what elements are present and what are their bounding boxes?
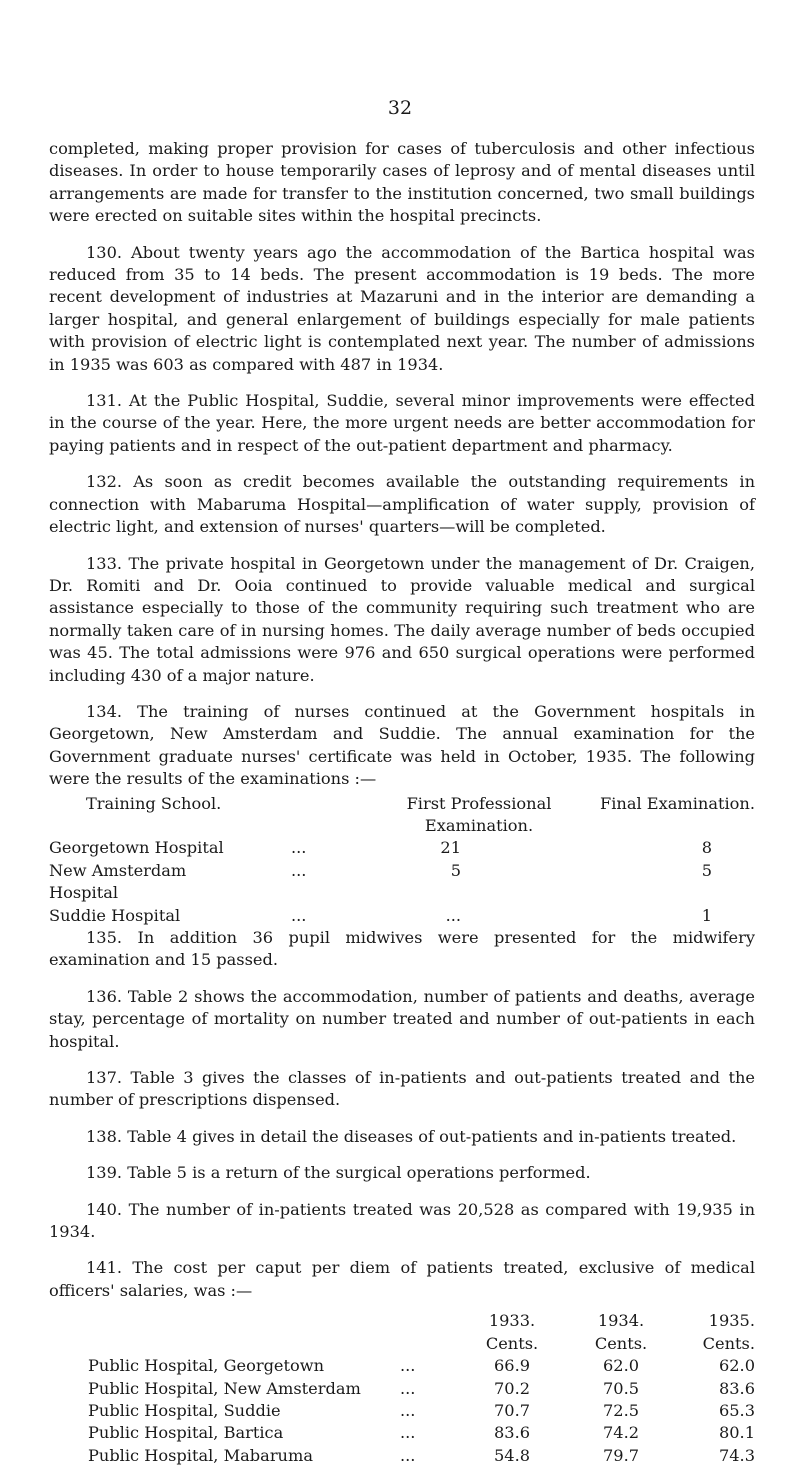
leader-dots: ... — [400, 1445, 416, 1465]
paragraph-141 — [49, 1257, 755, 1302]
cost-1933: 83.6 — [493, 1423, 531, 1443]
cost-1933: 54.8 — [493, 1445, 531, 1465]
table-row — [49, 1422, 755, 1444]
paragraph-text: The number of in-patients treated was 20,528 as compared with 19,935 in 1934. — [49, 1199, 755, 1242]
table-row — [49, 1378, 755, 1400]
paragraph-text: In addition 36 pupil midwives were presented for the midwifery examination and 15 passed. — [49, 928, 755, 970]
leader-dots: ... — [400, 1378, 416, 1398]
hospital-name: Public Hospital, Bartica — [88, 1423, 284, 1443]
paragraph-text: Table 4 gives in detail the diseases of out-patients and in-patients treated. — [122, 1126, 737, 1146]
cost-1935: 62.0 — [718, 1356, 755, 1376]
cost-1935: 65.3 — [718, 1400, 755, 1420]
paragraph-text: The cost per caput per diem of patients treated, exclusive of medical officers' salaries, was :— — [49, 1258, 755, 1300]
cost-1935: 83.6 — [718, 1378, 755, 1398]
paragraph-133 — [49, 553, 755, 687]
cost-1933: 70.2 — [493, 1378, 531, 1398]
paragraph-text: As soon as credit becomes available the outstanding requirements in connection with Mabaruma Hospital—amplification of water supply, provision of electric light, and extension of nurses' quarters—will be completed. — [49, 472, 755, 537]
document-body — [49, 138, 755, 1467]
final-value: 8 — [701, 838, 712, 858]
paragraph-number: 138. — [86, 1126, 123, 1146]
table-row — [49, 1445, 755, 1467]
header-year-1934: 1934. — [597, 1311, 645, 1331]
paragraph-text: Table 2 shows the accommodation, number of patients and deaths, average stay, percentage of mortality on number treated and number of out-patients in each hospital. — [49, 986, 755, 1051]
paragraph-intro: completed, making proper provision for cases of tuberculosis and other infectious diseases. In order to house temporarily cases of leprosy and of mental diseases until arrangements are made for transfer to the institution concerned, two small buildings were erected on suitable sites within the hospital precincts. — [49, 139, 755, 226]
paragraph-136 — [49, 986, 755, 1053]
final-value: 1 — [701, 905, 712, 925]
training-school: Suddie Hospital — [49, 905, 181, 925]
leader-dots: ... — [400, 1400, 416, 1420]
cost-1935: 74.3 — [718, 1445, 755, 1465]
header-year-1935: 1935. — [708, 1311, 755, 1331]
paragraph-132 — [49, 471, 755, 538]
paragraph-number: 137. — [86, 1068, 123, 1088]
cost-1933: 70.7 — [493, 1400, 531, 1420]
cost-1935: 80.1 — [718, 1423, 755, 1443]
paragraph-139 — [49, 1162, 755, 1184]
paragraph-135 — [49, 927, 755, 972]
paragraph-number: 139. — [86, 1163, 123, 1183]
table-row — [49, 1355, 755, 1377]
leader-dots: ... — [291, 905, 307, 925]
cost-1934: 79.7 — [602, 1445, 640, 1465]
first-professional-value: 5 — [450, 860, 461, 880]
header-unit: Cents. — [594, 1333, 648, 1353]
leader-dots: ... — [291, 860, 307, 880]
leader-dots: ... — [291, 838, 307, 858]
hospital-name: Public Hospital, Suddie — [88, 1400, 281, 1420]
hospital-name: Public Hospital, Georgetown — [88, 1356, 325, 1376]
header-first-professional: First Professional Examination. — [406, 793, 552, 835]
cost-1934: 74.2 — [602, 1423, 640, 1443]
paragraph-number: 133. — [86, 553, 123, 573]
paragraph-number: 140. — [86, 1199, 123, 1219]
paragraph-number: 135. — [86, 928, 123, 947]
paragraph-text: Table 3 gives the classes of in-patients and out-patients treated and the number of prescriptions dispensed. — [49, 1068, 755, 1110]
first-professional-value: 21 — [440, 838, 461, 858]
cost-table-units — [49, 1333, 755, 1355]
paragraph-text: Table 5 is a return of the surgical operations performed. — [122, 1163, 591, 1183]
paragraph-number: 131. — [86, 391, 123, 411]
training-school: Georgetown Hospital — [49, 838, 224, 858]
cost-1934: 70.5 — [602, 1378, 640, 1398]
hospital-name: Public Hospital, New Amsterdam — [88, 1378, 361, 1398]
table-row — [49, 837, 755, 859]
table-row — [49, 860, 755, 905]
leader-dots: ... — [400, 1356, 416, 1376]
hospital-name: Public Hospital, Mabaruma — [88, 1445, 313, 1465]
first-professional-value: ... — [445, 905, 461, 925]
paragraph-text: The training of nurses continued at the Government hospitals in Georgetown, New Amsterdam and Suddie. The annual examination for the Government graduate nurses' certificate was held in October, 1935. The following were the results of the examinations :— — [49, 701, 755, 789]
header-unit: Cents. — [485, 1333, 539, 1353]
training-table-header — [49, 793, 755, 838]
paragraph-134 — [49, 701, 755, 791]
paragraph-130 — [49, 242, 755, 376]
header-year-1933: 1933. — [488, 1311, 536, 1331]
paragraph-text: About twenty years ago the accommodation of the Bartica hospital was reduced from 35 to 14 beds. The present accommodation is 19 beds. The more recent development of industries at Mazaruni and in the interior are demanding a larger hospital, and general enlargement of buildings especially for male patients with provision of electric light is contemplated next year. The number of admissions in 1935 was 603 as compared with 487 in 1934. — [49, 242, 755, 374]
cost-1934: 72.5 — [602, 1400, 640, 1420]
table-row — [49, 1400, 755, 1422]
paragraph-number: 130. — [86, 242, 123, 262]
cost-1933: 66.9 — [493, 1356, 531, 1376]
paragraph-138 — [49, 1126, 755, 1148]
paragraph-number: 136. — [86, 986, 123, 1006]
paragraph-number: 132. — [86, 472, 123, 492]
cost-table-years — [49, 1310, 755, 1332]
leader-dots: ... — [400, 1423, 416, 1443]
paragraph-131 — [49, 390, 755, 457]
paragraph-text: At the Public Hospital, Suddie, several minor improvements were effected in the course of the year. Here, the more urgent needs are better accommodation for paying patients and in respect of the out-patient department and pharmacy. — [49, 391, 755, 455]
final-value: 5 — [701, 860, 712, 880]
header-final-examination: Final Examination. — [599, 793, 755, 813]
table-row — [49, 905, 755, 927]
paragraph-number: 141. — [86, 1258, 123, 1278]
page-number: 32 — [387, 97, 413, 119]
training-school: New Amsterdam Hospital — [49, 860, 187, 903]
paragraph-text: The private hospital in Georgetown under the management of Dr. Craigen, Dr. Romiti and Dr. Ooia continued to provide valuable medical and surgical assistance especially to those of the community requiring such treatment who are normally taken care of in nursing homes. The daily average number of beds occupied was 45. The total admissions were 976 and 650 surgical operations were performed including 430 of a major nature. — [49, 553, 755, 685]
paragraph-137 — [49, 1067, 755, 1112]
paragraph-140 — [49, 1199, 755, 1244]
header-training-school: Training School. — [86, 793, 222, 813]
header-unit: Cents. — [702, 1333, 755, 1353]
paragraph-number: 134. — [86, 701, 123, 721]
cost-1934: 62.0 — [602, 1356, 640, 1376]
